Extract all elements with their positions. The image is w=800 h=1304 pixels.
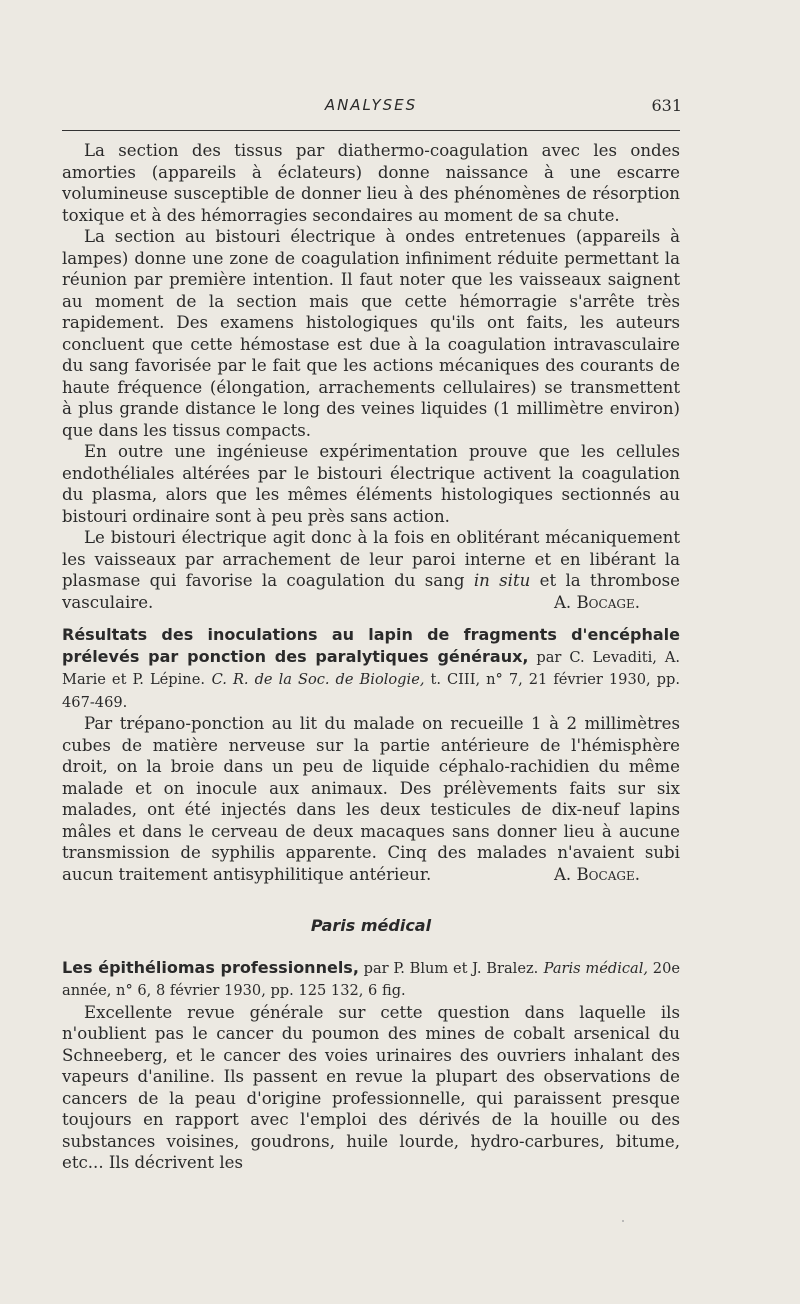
paragraph-3: En outre une ingénieuse expérimentation prouve que les cellules endothéliales altérées par le bistouri électrique activent la coagulation du plasma, alors que les mêmes éléments histologiques sectionnés au bistouri ordinaire sont à peu près sans action. bbox=[62, 442, 680, 526]
paragraph-4-text-a: Le bistouri électrique agit donc à la fois en oblitérant mécaniquement les vaisseaux par arrachement de leur paroi interne et en libérant la plasmase qui favorise la coagulation du sang bbox=[62, 528, 680, 590]
print-speck bbox=[622, 1220, 624, 1222]
header-rule bbox=[62, 130, 680, 131]
page-body bbox=[62, 140, 680, 1174]
signature-1: A. Bocage. bbox=[553, 592, 640, 612]
signature-2: A. Bocage. bbox=[553, 864, 640, 884]
article-2-journal: C. R. de la Soc. de Biologie, bbox=[211, 671, 425, 688]
running-title: ANALYSES bbox=[324, 96, 418, 114]
article-2-heading bbox=[62, 624, 680, 713]
article-3-title: Les épithéliomas professionnels, bbox=[62, 957, 359, 977]
article-2-authors: C. Levaditi, A. Marie et P. Lépine. bbox=[62, 648, 681, 688]
paragraph-2: La section au bistouri électrique à ondes entretenues (appareils à lampes) donne une zone de coagulation infiniment réduite permettant la réunion par première intention. Il faut noter que les vaisseaux saignent au moment de la section mais que cette hémorragie s'arrête très rapidement. Des examens histologiques qu'ils ont faits, les auteurs concluent que cette hémostase est due à la coagulation intravasculaire du sang favorisée par le fait que les actions mécaniques des courants de haute fréquence (élongation, arrachements cellulaires) se transmettent à plus grande distance le long des veines liquides (1 millimètre environ) que dans les tissus compacts. bbox=[62, 227, 680, 440]
article-2-title: Résultats des inoculations au lapin de fragments d'encéphale prélevés par ponction des paralytiques généraux, bbox=[62, 625, 680, 666]
article-3-heading bbox=[62, 957, 680, 1002]
paragraph-4 bbox=[62, 527, 680, 613]
paragraph-4-italic: in situ bbox=[473, 571, 531, 590]
article-3-journal: Paris médical, bbox=[543, 959, 649, 977]
article-3-body: Excellente revue générale sur cette question dans laquelle ils n'oublient pas le cancer du poumon des mines de cobalt arsenical du Schneeberg, et le cancer des voies urinaires des ouvriers inhalant des vapeurs d'aniline. Ils passent en revue la plupart des observations de cancers de la peau d'origine professionnelle, qui paraissent presque toujours en rapport avec l'emploi des dérivés de la houille ou des substances voisines, goudrons, huile lourde, hydro-carbures, bitume, etc... Ils décrivent les bbox=[62, 1002, 680, 1172]
article-3-details: 20e année, n° 6, 8 février 1930, pp. 125 132, 6 fig. bbox=[62, 959, 680, 999]
article-2-details: t. CIII, n° 7, 21 février 1930, pp. 467-469. bbox=[62, 671, 680, 711]
paragraph-4-text-b: et la thrombose vasculaire. bbox=[62, 571, 680, 612]
page-number: 631 bbox=[651, 96, 682, 115]
article-2-par: par bbox=[528, 648, 570, 666]
article-2-body: Par trépano-ponction au lit du malade on recueille 1 à 2 millimètres cubes de matière nerveuse sur la partie antérieure de l'hémisphère droit, on la broie dans un peu de liquide céphalo-rachidien du même malade et on inocule aux animaux. Des prélèvements faits sur six malades, ont été injectés dans les deux testicules de dix-neuf lapins mâles et dans le cerveau de deux macaques sans donner lieu à aucune transmission de syphilis apparente. Cinq des malades n'avaient subi aucun traitement antisyphilitique antérieur. A. Bocage. bbox=[62, 714, 680, 884]
running-header bbox=[62, 96, 680, 126]
article-3-authors: P. Blum et J. Bralez. bbox=[393, 959, 539, 977]
section-heading: Paris médical bbox=[310, 916, 432, 935]
article-3-par: par bbox=[358, 959, 394, 977]
paragraph-1: La section des tissus par diathermo-coagulation avec les ondes amorties (appareils à éclateurs) donne naissance à une escarre volumineuse susceptible de donner lieu à des phénomènes de résorption toxique et à des hémorragies secondaires au moment de sa chute. bbox=[62, 141, 680, 225]
